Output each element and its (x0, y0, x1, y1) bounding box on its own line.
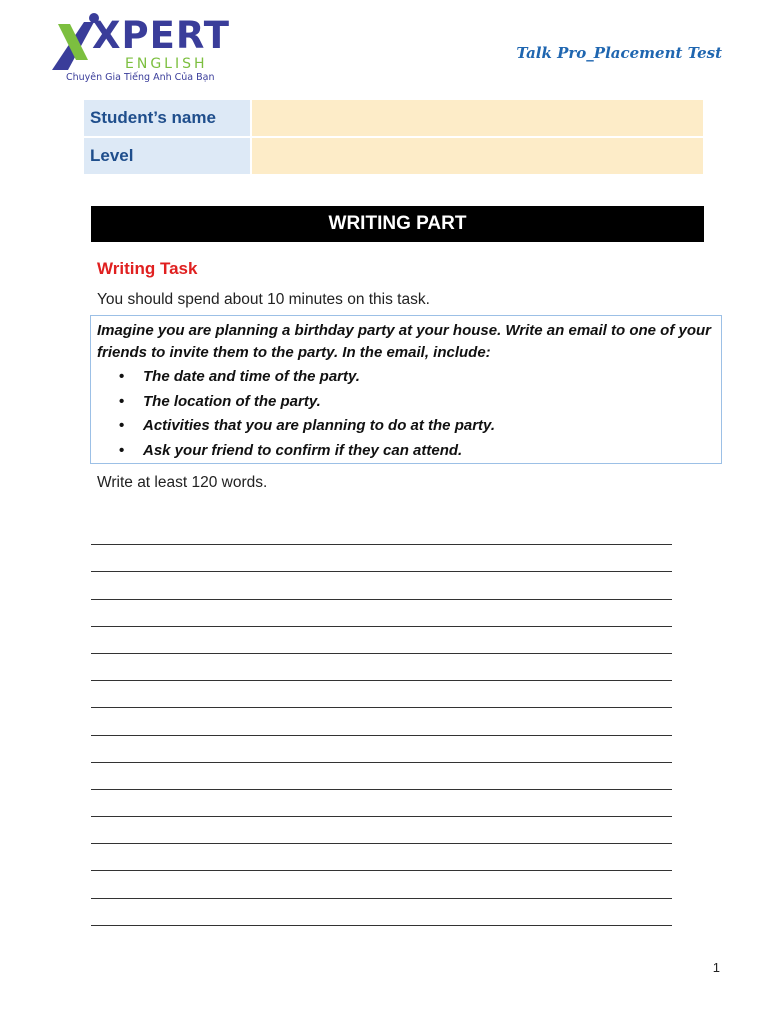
logo-brand: XPERT (92, 14, 230, 57)
task-bullet-list (97, 365, 715, 463)
answer-line[interactable] (91, 545, 672, 572)
task-prompt-box (90, 315, 722, 464)
student-info-table (84, 100, 703, 176)
answer-line[interactable] (91, 681, 672, 708)
task-bullet: • The location of the party. (143, 390, 715, 415)
min-words-instruction: Write at least 120 words. (97, 474, 268, 491)
task-title: Writing Task (97, 259, 198, 278)
task-prompt: Imagine you are planning a birthday party at your house. Write an email to one of your friends to invite them to the party. In the email, include: (97, 322, 711, 361)
task-bullet: • The date and time of the party. (143, 365, 715, 390)
answer-line[interactable] (91, 572, 672, 599)
student-name-row (84, 100, 703, 136)
level-row (84, 138, 703, 174)
logo (48, 12, 228, 86)
answer-line[interactable] (91, 790, 672, 817)
test-title: Talk Pro_Placement Test (516, 44, 722, 62)
logo-sub: ENGLISH (125, 56, 208, 72)
answer-lines[interactable] (91, 518, 672, 926)
answer-line[interactable] (91, 899, 672, 926)
page-number: 1 (712, 960, 720, 975)
answer-line[interactable] (91, 600, 672, 627)
answer-line[interactable] (91, 654, 672, 681)
section-title: WRITING PART (91, 206, 704, 242)
task-bullet: • Activities that you are planning to do at the party. (143, 414, 715, 439)
answer-line[interactable] (91, 817, 672, 844)
student-name-field[interactable] (252, 100, 703, 136)
answer-line[interactable] (91, 518, 672, 545)
level-field[interactable] (252, 138, 703, 174)
answer-line[interactable] (91, 708, 672, 735)
student-name-label: Student’s name (84, 100, 250, 136)
level-label: Level (84, 138, 250, 174)
answer-line[interactable] (91, 871, 672, 898)
logo-tagline: Chuyên Gia Tiếng Anh Của Bạn (66, 72, 215, 83)
answer-line[interactable] (91, 627, 672, 654)
answer-line[interactable] (91, 844, 672, 871)
task-bullet: • Ask your friend to confirm if they can attend. (143, 439, 715, 464)
answer-line[interactable] (91, 736, 672, 763)
task-instruction: You should spend about 10 minutes on this task. (97, 291, 430, 308)
answer-line[interactable] (91, 763, 672, 790)
